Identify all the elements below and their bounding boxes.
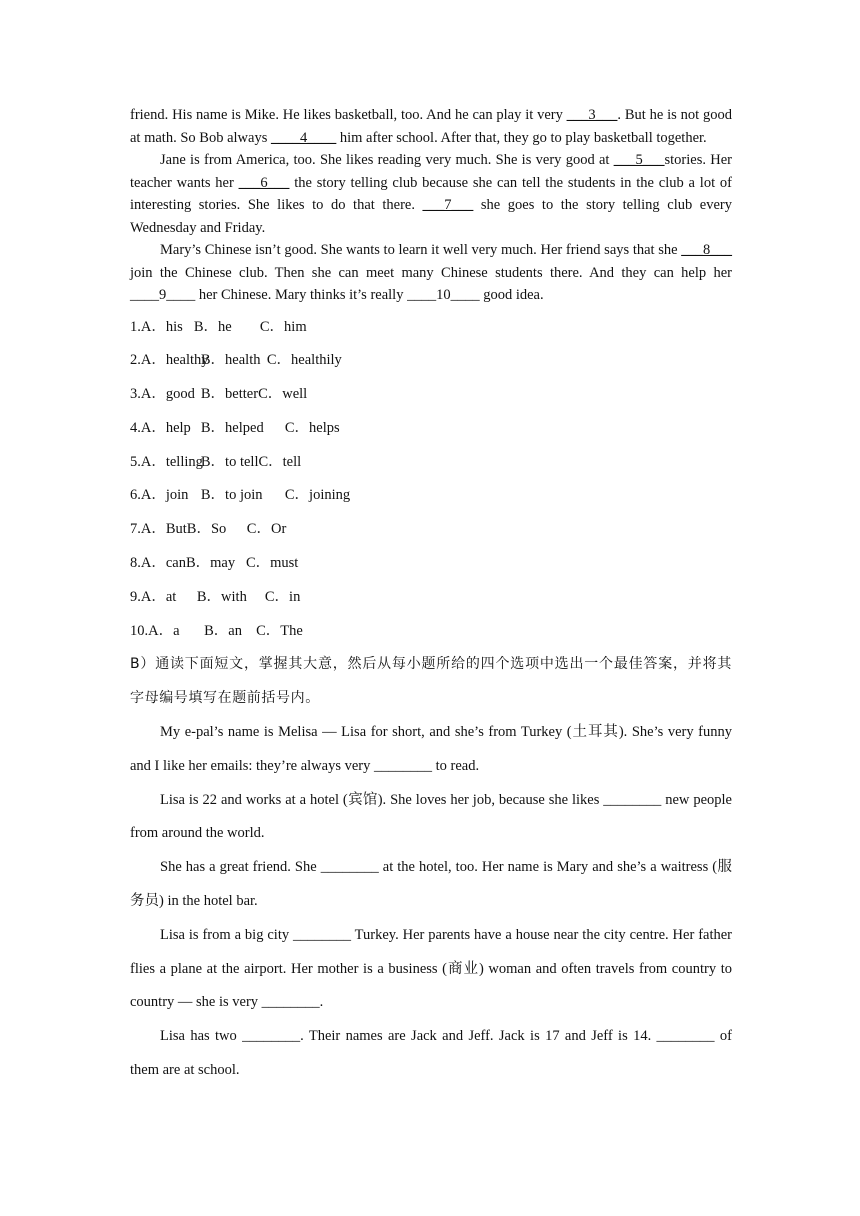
option-a: A．his [140,318,183,335]
option-b: B．may [185,555,236,572]
blank-3: ___3___ [566,107,618,123]
option-b: B．with [196,588,247,605]
question-item [130,344,732,378]
question-item [130,479,732,513]
option-a: A．good [140,386,195,403]
text-run: friend. His name is Mike. He likes basketball, too. And he can play it very [130,107,567,123]
question-item [130,446,732,480]
passage-b-paragraph: My e-pal’s name is Melisa — Lisa for short, and she’s from Turkey (土耳其). She’s very funny and I like her emails: they’re always very ________ to read. [130,724,732,774]
question-number: 10. [130,622,149,639]
option-c: C．in [264,588,301,605]
option-a: A．a [148,622,180,639]
blank-8: ___8___ [681,242,732,258]
text-run: the story telling club because she can tell the students in the club a lot of interesting stories. She likes to do that there. [130,174,732,213]
section-b-instruction: B）通读下面短文，掌握其大意，然后从每小题所给的四个选项中选出一个最佳答案，并将其字母编号填写在题前括号内。 [130,656,732,707]
passage-b-paragraph: Lisa is from a big city ________ Turkey. Her parents have a house near the city centre. Her father flies a plane at the airport. Her mother is a business (商业) woman and often travels from country to country — she is very ________. [130,926,732,1011]
question-number: 3. [130,386,141,403]
option-a: A．at [140,588,177,605]
question-item [130,581,732,615]
option-b: B．So [186,521,227,538]
question-options [130,311,732,649]
text-run: she goes to the story telling club every Wednesday and Friday. [130,197,732,236]
option-c: C．The [256,622,303,639]
passage-a-paragraph-2 [130,149,732,239]
blank-5: ___5___ [613,152,665,168]
option-b: B．to join [200,487,263,504]
option-a: A．join [140,487,189,504]
text-run: join the Chinese club. Then she can meet many Chinese students there. And they can help her ____9____ her Chinese. Mary thinks it’s really ____10____ good idea. [130,264,732,303]
option-b: B．helped [200,419,264,436]
question-number: 1. [130,318,141,335]
blank-4: ____4____ [270,129,337,146]
question-number: 6. [130,487,141,504]
option-c: C．Or [246,521,287,538]
option-c: C．joining [284,487,351,504]
option-a: A．telling [140,453,203,470]
passage-b-paragraph: She has a great friend. She ________ at the hotel, too. Her name is Mary and she’s a waitress (服务员) in the hotel bar. [130,859,732,910]
blank-6: ___6___ [238,174,290,191]
option-c: C．helps [284,419,340,436]
option-c: C．tell [258,453,302,470]
option-b: B．he [193,318,232,335]
option-b: B．health [200,352,261,369]
passage-a-paragraph-1 [130,104,732,149]
blank-7: ___7___ [422,197,474,213]
option-a: A．healthy [140,352,209,369]
text-run: Jane is from America, too. She likes reading very much. She is very good at [160,152,614,168]
document-page [130,104,732,1088]
option-b: B．to tell [200,453,259,470]
question-item [130,547,732,581]
option-a: A．But [140,521,187,538]
question-item [130,513,732,547]
passage-a-paragraph-3 [130,239,732,307]
question-number: 5. [130,453,141,470]
passage-b-paragraph: Lisa has two ________. Their names are Jack and Jeff. Jack is 17 and Jeff is 14. ________ of them are at school. [130,1028,732,1079]
question-item [130,311,732,345]
question-number: 9. [130,588,141,605]
option-b: B．better [200,386,259,403]
question-number: 8. [130,555,141,572]
text-run: . But he is not good at math. So Bob always [130,107,732,146]
passage-b-paragraph: Lisa is 22 and works at a hotel (宾馆). She loves her job, because she likes ________ new people from around the world. [130,791,732,842]
text-run: stories. Her teacher wants her [130,152,732,191]
option-c: C．healthily [266,352,342,369]
passage-a [130,104,732,307]
question-item [130,412,732,446]
option-c: C．him [259,318,307,335]
option-b: B．an [204,622,242,639]
question-item [130,378,732,412]
option-a: A．can [140,555,186,572]
option-c: C．must [245,555,299,572]
question-number: 7. [130,521,141,538]
question-number: 2. [130,352,141,369]
option-a: A．help [140,419,191,436]
text-run: Mary’s Chinese isn’t good. She wants to learn it well very much. Her friend says that she [160,242,682,258]
passage-b [130,648,732,1087]
question-item [130,615,732,649]
text-run: him after school. After that, they go to play basketball together. [336,129,707,146]
question-number: 4. [130,419,141,436]
option-c: C．well [258,386,308,403]
